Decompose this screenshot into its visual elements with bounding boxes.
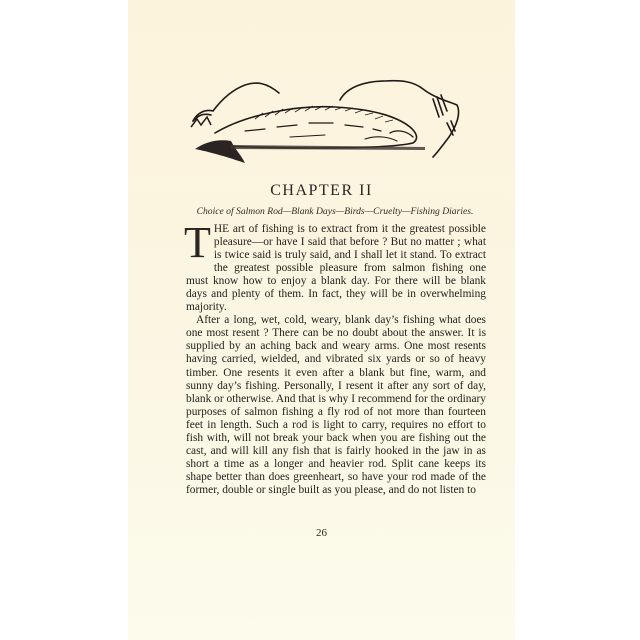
paragraph-1-text: HE art of fishing is to extract from it the greatest possible pleasure—or have I said that before ? But no matter ; what is twice said is truly said, and I shall let it stand. To extract the greatest possible pleasure from salmon fishing one must know how to enjoy a blank day. For there will be blank days and plenty of them. In fact, they will be in overwhelming majority. [186,223,486,314]
chapter-title: CHAPTER II [270,182,373,199]
chapter-body [184,218,486,497]
paragraph-1 [184,218,486,314]
paragraph-2: After a long, wet, cold, weary, blank day’s fishing what does one most resent ? There can be no doubt about the answer. It is supplied by an aching back and weary arms. One most resents having carried, wielded, and vibrated six yards or so of heavy timber. One resents it even after a blank but fine, warm, and sunny day’s fishing. Personally, I resent it after any sort of day, blank or otherwise. And that is why I recommend for the ordinary purposes of salmon fishing a fly rod of not more than fourteen feet in length. Such a rod is light to carry, requires no effort to fish with, will not break your back when you are fishing out the cast, and will kill any fish that is fairly hooked in the jaw in as short a time as a longer and heavier rod. Split cane keeps its shape better than does greenheart, so have your rod made of the former, double or single built as you please, and do not listen to [186,314,486,496]
salmon-illustration-icon [185,75,485,167]
page-number: 26 [316,527,327,539]
chapter-subtitle: Choice of Salmon Rod—Blank Days—Birds—Cruelty—Fishing Diaries. [196,206,474,217]
drop-cap: T [184,218,211,267]
